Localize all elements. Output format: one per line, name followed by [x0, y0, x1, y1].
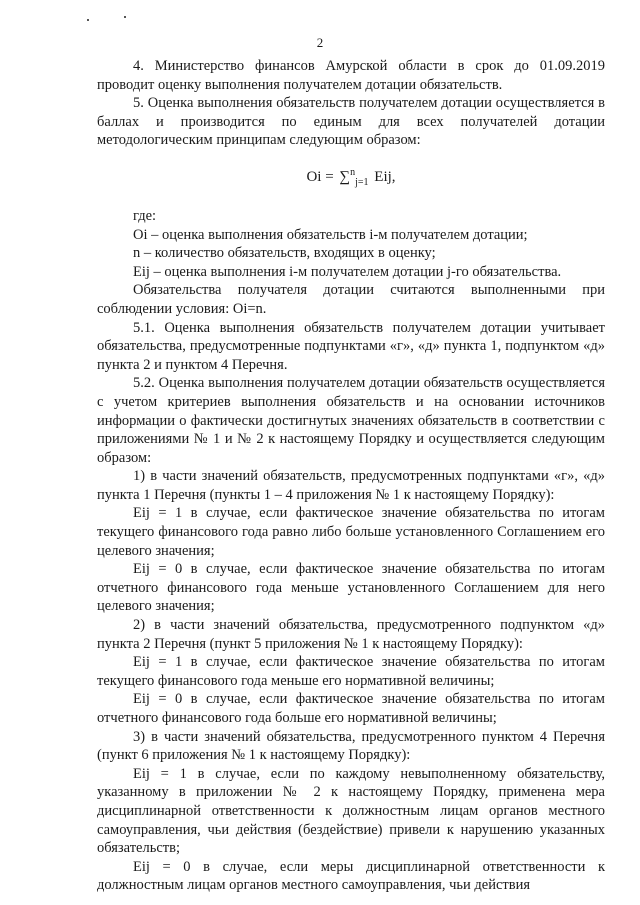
document-body: [97, 57, 605, 895]
item-2-eij-0: Eij = 0 в случае, если фактическое значение обязательства по итогам отчетного финансового года больше его нормативной величины;: [97, 691, 605, 726]
summation-sign: ∑: [339, 168, 351, 185]
summation-lower: j=1: [355, 176, 369, 188]
definition-n: n – количество обязательств, входящих в оценку;: [133, 245, 436, 262]
item-3: 3) в части значений обязательства, предусмотренного пунктом 4 Перечня (пункт 6 приложения № 1 к настоящему Порядку):: [97, 728, 605, 764]
summation: [339, 167, 368, 187]
page-number: 2: [316, 35, 324, 50]
scan-speck: [124, 16, 126, 18]
item-2-eij-1: Eij = 1 в случае, если фактическое значение обязательства по итогам текущего финансового года меньше его нормативной величины;: [97, 654, 605, 689]
paragraph-5-1: 5.1. Оценка выполнения обязательств получателем дотации учитывает обязательства, предусмотренные подпунктами «г», «д» пункта 1, подпунктом «д» пункта 2 и пунктом 4 Перечня.: [97, 319, 605, 373]
definition-oi: Oi – оценка выполнения обязательств i-м получателем дотации;: [133, 226, 528, 243]
where-label: где:: [133, 207, 157, 224]
formula-lhs: Oi =: [306, 168, 338, 185]
item-3-eij-1: Eij = 1 в случае, если по каждому невыполненному обязательству, указанному в приложении № 2 к настоящему Порядку, применена мера дисциплинарной ответственности к должностным лицам органов местного самоуправления, чьи действия (бездействие) привели к нарушению указанных обязательств;: [97, 765, 605, 857]
formula: [97, 167, 605, 187]
paragraph-5: 5. Оценка выполнения обязательств получателем дотации осуществляется в баллах и производится по единым для всех получателей дотации методологическим принципам следующим образом:: [97, 95, 605, 149]
item-1: 1) в части значений обязательств, предусмотренных подпунктами «г», «д» пункта 1 Перечня (пункты 1 – 4 приложения № 1 к настоящему Порядку):: [97, 468, 605, 503]
scan-speck: [87, 19, 89, 21]
summation-upper: n: [350, 166, 356, 178]
paragraph-5-2: 5.2. Оценка выполнения получателем дотации обязательств осуществляется с учетом критериев выполнения обязательств и на основании источников информации о фактически достигнутых значениях обязательств в соответствии с приложениями № 1 и № 2 к настоящему Порядку и осуществляется следующим образом:: [97, 375, 605, 466]
item-3-eij-0: Eij = 0 в случае, если меры дисциплинарной ответственности к должностным лицам органов местного самоуправления, чьи действия: [97, 858, 605, 894]
definition-eij: Eij – оценка выполнения i-м получателем дотации j-го обязательства.: [133, 263, 562, 280]
paragraph-4: 4. Министерство финансов Амурской области в срок до 01.09.2019 проводит оценку выполнения получателем дотации обязательств.: [97, 58, 605, 93]
item-1-eij-1: Eij = 1 в случае, если фактическое значение обязательства по итогам текущего финансового года равно либо больше установленного Соглашением его целевого значения;: [97, 505, 605, 559]
fulfilled-condition: Обязательства получателя дотации считаются выполненными при соблюдении условия: Oi=n.: [97, 282, 605, 317]
formula-rhs: Eij,: [370, 168, 396, 185]
item-1-eij-0: Eij = 0 в случае, если фактическое значение обязательства по итогам отчетного финансового года меньше установленного Соглашением для него целевого значения;: [97, 561, 605, 615]
item-2: 2) в части значений обязательства, предусмотренного подпунктом «д» пункта 2 Перечня (пункт 5 приложения № 1 к настоящему Порядку):: [97, 617, 605, 652]
